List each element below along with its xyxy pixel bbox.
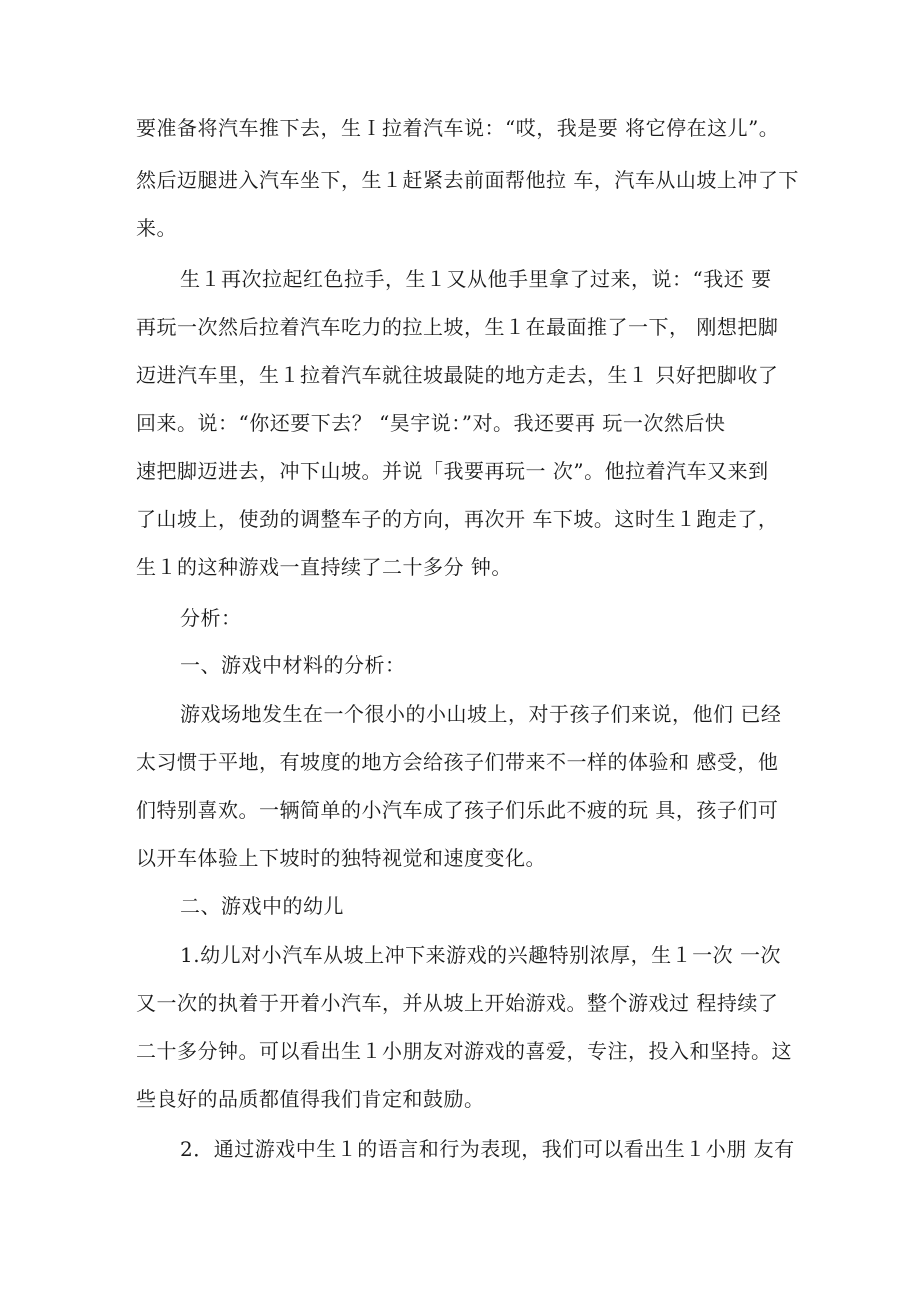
heading-materials: 一、游戏中材料的分析： — [180, 653, 406, 677]
text-line-10: 生１的这种游戏一直持续了二十多分 钟。 — [136, 555, 512, 579]
text-line-22: 2．通过游戏中生１的语言和行为表现，我们可以看出生１小朋 友有 — [180, 1137, 795, 1161]
text-line-13: 游戏场地发生在一个很小的小山坡上，对于孩子们来说，他们 已经 — [180, 702, 782, 726]
text-line-4: 生１再次拉起红色拉手，生１又从他手里拿了过来，说：“我还 要 — [180, 267, 772, 291]
text-line-1: 要准备将汽车推下去，生Ｉ拉着汽车说：“哎，我是要 将它停在这儿”。 — [136, 116, 780, 140]
text-line-8: 速把脚迈进去，冲下山坡。并说「我要再玩一 次”。他拉着汽车又来到 — [136, 459, 769, 483]
section-label-analysis: 分析： — [180, 606, 242, 630]
text-line-14: 太习惯于平地，有坡度的地方会给孩子们带来不一样的体验和 感受，他 — [136, 750, 779, 774]
text-line-3: 来。 — [136, 216, 177, 240]
text-line-2: 然后迈腿进入汽车坐下，生１赶紧去前面帮他拉 车，汽车从山坡上冲了下 — [136, 168, 799, 192]
text-line-9: 了山坡上，使劲的调整车子的方向，再次开 车下坡。这时生１跑走了， — [136, 507, 779, 531]
text-line-20: 二十多分钟。可以看出生１小朋友对游戏的喜爱，专注，投入和坚持。这 — [136, 1039, 792, 1063]
text-line-15: 们特别喜欢。一辆简单的小汽车成了孩子们乐此不疲的玩 具，孩子们可 — [136, 798, 779, 822]
text-line-18: 1.幼儿对小汽车从坡上冲下来游戏的兴趣特别浓厚，生１一次 一次 — [180, 943, 781, 967]
heading-children: 二、游戏中的幼儿 — [180, 894, 344, 918]
text-line-5: 再玩一次然后拉着汽车吃力的拉上坡，生１在最面推了一下， 刚想把脚 — [136, 315, 779, 339]
text-line-19: 又一次的执着于开着小汽车，并从坡上开始游戏。整个游戏过 程持续了 — [136, 991, 779, 1015]
text-line-6: 迈进汽车里，生１拉着汽车就往坡最陡的地方走去，生１ 只好把脚收了 — [136, 363, 779, 387]
text-line-16: 以开车体验上下坡时的独特视觉和速度变化。 — [136, 846, 546, 870]
text-line-21: 些良好的品质都值得我们肯定和鼓励。 — [136, 1087, 485, 1111]
text-line-7: 回来。说：“你还要下去？ “昊宇说：”对。我还要再 玩一次然后快 — [136, 411, 726, 435]
